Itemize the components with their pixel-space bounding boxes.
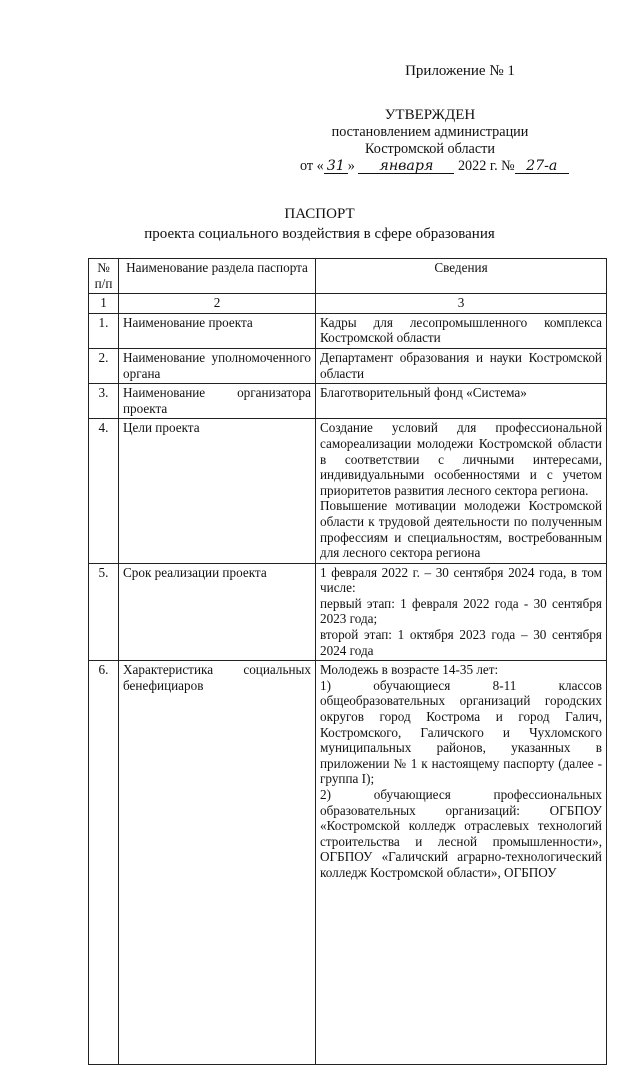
row-info bbox=[316, 563, 607, 661]
row-number: 5. bbox=[89, 563, 119, 661]
header-section: Наименование раздела паспорта bbox=[119, 259, 316, 294]
row-info-text: первый этап: 1 февраля 2022 года - 30 сентября 2023 года; bbox=[320, 595, 602, 627]
row-info bbox=[316, 384, 607, 419]
handwritten-number: 27-а bbox=[515, 159, 569, 174]
row-section: Характеристика социальных бенефициаров bbox=[119, 661, 316, 1065]
row-info-text: Кадры для лесопромышленного комплекса Костромской области bbox=[320, 314, 602, 346]
table-row bbox=[89, 313, 607, 348]
row-number: 2. bbox=[89, 348, 119, 383]
handwritten-day: 31 bbox=[324, 159, 348, 174]
row-info bbox=[316, 348, 607, 383]
date-prefix: от « bbox=[300, 158, 324, 174]
row-info-text: Повышение мотивации молодежи Костромской области к трудовой деятельности по полученным профессиям и специальностям, востребованным для лесного сектора региона bbox=[320, 498, 602, 561]
row-section: Срок реализации проекта bbox=[119, 563, 316, 661]
approval-line-3: Костромской области bbox=[365, 141, 495, 157]
row-info bbox=[316, 661, 607, 1065]
approved-heading: УТВЕРЖДЕН bbox=[384, 107, 476, 123]
row-info-text: 1) обучающиеся 8-11 классов общеобразовательных организаций городских округов город Кострома и город Галич, Костромского, Галичского и Чухломского муниципальных районов, указанных в приложении № 1 к настоящему паспорту (далее - группа I); bbox=[320, 677, 602, 787]
table-row bbox=[89, 563, 607, 661]
table-row bbox=[89, 384, 607, 419]
appendix-label: Приложение № 1 bbox=[405, 63, 515, 79]
approval-date-line bbox=[300, 158, 560, 175]
row-number: 1. bbox=[89, 313, 119, 348]
table-row bbox=[89, 419, 607, 563]
date-mid: » bbox=[347, 158, 355, 174]
row-section: Наименование уполномоченного органа bbox=[119, 348, 316, 383]
row-number: 4. bbox=[89, 419, 119, 563]
table-row bbox=[89, 348, 607, 383]
row-info-text: 2) обучающиеся профессиональных образовательных организаций: ОГБПОУ «Костромской колледж отраслевых технологий строительства и лесной промышленности», ОГБПОУ «Галичский аграрно-технологический колледж Костромской области», ОГБПОУ bbox=[320, 787, 602, 880]
header-info: Сведения bbox=[316, 259, 607, 294]
row-info-text: 1 февраля 2022 г. – 30 сентября 2024 года, в том числе: bbox=[320, 564, 602, 596]
column-number-row bbox=[89, 294, 607, 314]
column-number-2: 2 bbox=[119, 294, 316, 314]
document-subtitle: проекта социального воздействия в сфере образования bbox=[144, 226, 495, 242]
table-header-row bbox=[89, 259, 607, 294]
column-number-3: 3 bbox=[316, 294, 607, 314]
row-section: Цели проекта bbox=[119, 419, 316, 563]
row-section: Наименование организатора проекта bbox=[119, 384, 316, 419]
row-info-text: Благотворительный фонд «Система» bbox=[320, 385, 527, 401]
column-number-1: 1 bbox=[89, 294, 119, 314]
row-number: 6. bbox=[89, 661, 119, 1065]
date-year: 2022 г. № bbox=[457, 158, 515, 174]
row-section: Наименование проекта bbox=[119, 313, 316, 348]
row-info-text: Департамент образования и науки Костромской области bbox=[320, 349, 602, 381]
approval-line-2: постановлением администрации bbox=[331, 124, 529, 140]
passport-table bbox=[88, 258, 607, 1065]
row-number: 3. bbox=[89, 384, 119, 419]
row-info bbox=[316, 419, 607, 563]
table-row bbox=[89, 661, 607, 1065]
row-info-text: Молодежь в возрасте 14-35 лет: bbox=[320, 662, 499, 678]
approval-block bbox=[300, 107, 560, 175]
row-info-text: Создание условий для профессиональной самореализации молодежи Костромской области в соответствии с личными интересами, индивидуальными особенностями и с учетом приоритетов развития лесного сектора региона. bbox=[320, 420, 602, 498]
row-info-text: второй этап: 1 октября 2023 года – 30 сентября 2024 года bbox=[320, 627, 602, 658]
document-title: ПАСПОРТ bbox=[284, 206, 355, 222]
row-info bbox=[316, 313, 607, 348]
header-number: № п/п bbox=[89, 259, 119, 294]
handwritten-month: января bbox=[358, 159, 454, 174]
